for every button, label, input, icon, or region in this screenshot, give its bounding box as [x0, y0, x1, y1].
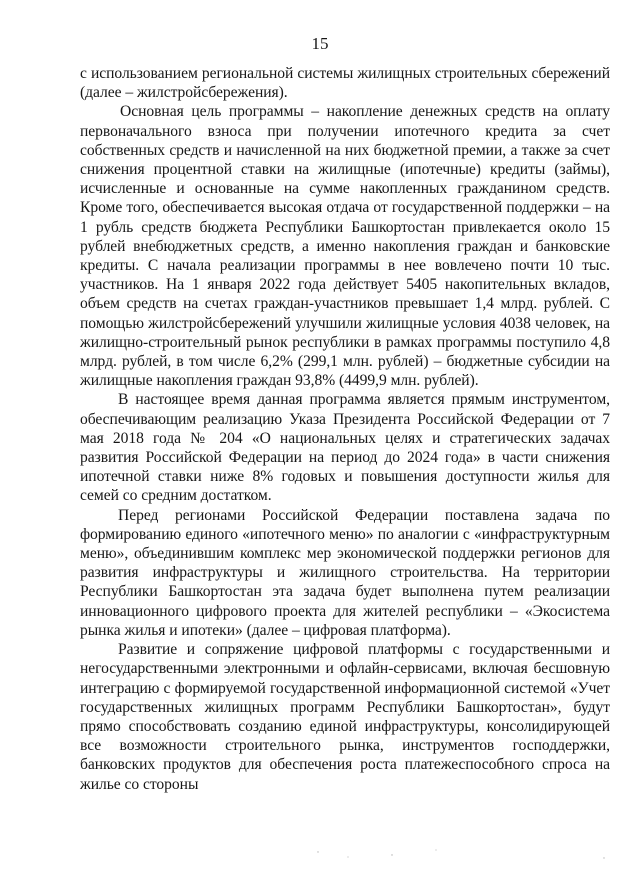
paragraph-4: Перед регионами Российской Федерации поставлена задача по формированию единого «ипотечного меню» по аналогии с «инфраструктурным меню», объединившим комплекс мер экономической поддержки регионов для развития инфраструктуры и жилищного строительства. На территории Республики Башкортостан эта задача будет выполнена путем реализации инновационного цифрового проекта для жителей республики – «Экосистема рынка жилья и ипотеки» (далее – цифровая платформа). [80, 506, 610, 639]
paragraph-3: В настоящее время данная программа является прямым инструментом, обеспечивающим реализацию Указа Президента Российской Федерации от 7 мая 2018 года № 204 «О национальных целях и стратегических задачах развития Российской Федерации на период до 2024 года» в части снижения ипотечной ставки ниже 8% годовых и повышения доступности жилья для семей со средним достатком. [80, 391, 610, 505]
paragraph-5: Развитие и сопряжение цифровой платформы с государственными и негосударственными электронными и офлайн-сервисами, включая бесшовную интеграцию с формируемой государственной информационной системой «Учет государственных жилищных программ Республики Башкортостан», будут прямо способствовать созданию единой инфраструктуры, консолидирующей все возможности строительного рынка, инструментов господдержки, банковских продуктов для обеспечения роста платежеспособного спроса на жилье со стороны [80, 641, 610, 793]
paragraph-2: Основная цель программы – накопление денежных средств на оплату первоначального взноса при получении ипотечного кредита за счет собственных средств и начисленной на них бюджетной премии, а также за счет снижения процентной ставки на жилищные (ипотечные) кредиты (займы), исчисленные и основанные на сумме накопленных гражданином средств. Кроме того, обеспечивается высокая отдача от государственной поддержки – на 1 рубль средств бюджета Республики Башкортостан привлекается около 15 рублей внебюджетных средств, а именно накопления граждан и банковские кредиты. С начала реализации программы в нее вовлечено почти 10 тыс. участников. На 1 января 2022 года действует 5405 накопительных вкладов, объем средств на счетах граждан-участников превышает 1,4 млрд. рублей. С помощью жилстройсбережений улучшили жилищные условия 4038 человек, на жилищно-строительный рынок республики в рамках программы поступило 4,8 млрд. рублей, в том числе 6,2% (299,1 млн. рублей) – бюджетные субсидии на жилищные накопления граждан 93,8% (4499,9 млн. рублей). [80, 103, 610, 390]
paragraph-1: с использованием региональной системы жилищных строительных сбережений (далее – жилстройсбережения). [80, 65, 610, 102]
document-body [80, 64, 610, 794]
scan-speck [391, 854, 392, 855]
page-number: 15 [311, 34, 329, 53]
scan-speck [347, 856, 348, 857]
scan-speck [317, 851, 318, 852]
scan-speck [603, 857, 604, 858]
scan-speck [435, 849, 436, 850]
